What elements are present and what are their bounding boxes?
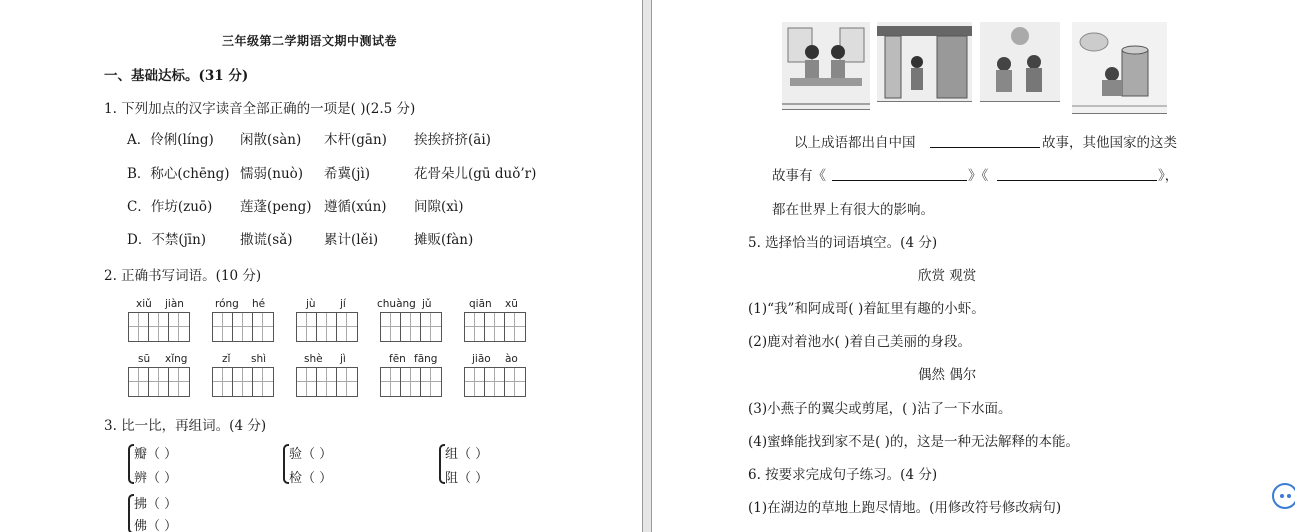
writing-grid[interactable] xyxy=(128,312,190,342)
q5-sentence-1: (1)“我”和阿成哥( )着缸里有趣的小虾。 xyxy=(748,301,985,317)
writing-grid[interactable] xyxy=(128,367,190,397)
q1-option-b-2: 懦弱(nuò) xyxy=(240,166,304,182)
right-page xyxy=(651,0,1295,532)
q1-option-d-2: 撒谎(sǎ) xyxy=(240,232,293,248)
q5-sentence-3: (3)小燕子的翼尖或剪尾，( )沾了一下水面。 xyxy=(748,401,1012,417)
compare-word: 辨（ ） xyxy=(134,471,178,486)
compare-word: 拂（ ） xyxy=(134,497,178,512)
q6-sentence-1: (1)在湖边的草地上跑尽情地。(用修改符号修改病句) xyxy=(748,500,1062,516)
q1-option-a-2: 闲散(sàn) xyxy=(240,132,302,148)
q4-line1-end: 故事，其他国家的这类 xyxy=(1042,135,1177,151)
q5-word-choices-1: 欣赏 观赏 xyxy=(918,268,977,284)
q4-line2-end: 》， xyxy=(1158,168,1179,184)
pinyin: shè xyxy=(304,353,323,365)
pinyin: xū xyxy=(505,298,518,310)
pinyin: fāng xyxy=(414,353,438,365)
illustration-tree-stump xyxy=(1072,22,1167,114)
pinyin: fēn xyxy=(389,353,406,365)
pinyin: qiān xyxy=(469,298,492,310)
q1-option-d-3: 累计(lěi) xyxy=(324,232,379,248)
pinyin: zǐ xyxy=(222,353,231,365)
q4-line2-start: 故事有《 xyxy=(772,168,826,184)
q1-option-b-4: 花骨朵儿(gū duǒ’r) xyxy=(414,166,537,182)
exam-title: 三年级第二学期语文期中测试卷 xyxy=(222,34,398,48)
pinyin: jù xyxy=(306,298,316,310)
pinyin: róng xyxy=(215,298,239,310)
q4-line2-mid: 》《 xyxy=(968,168,989,184)
question-2-stem: 2. 正确书写词语。(10 分) xyxy=(104,268,262,284)
q1-option-c-3: 遵循(xún) xyxy=(324,199,387,215)
q5-sentence-4: (4)蜜蜂能找到家不是( )的，这是一种无法解释的本能。 xyxy=(748,434,1079,450)
question-1-stem: 1. 下列加点的汉字读音全部正确的一项是( )(2.5 分) xyxy=(104,101,416,117)
compare-word: 组（ ） xyxy=(445,447,489,462)
q1-option-d-4: 摊贩(fàn) xyxy=(414,232,474,248)
pinyin: shì xyxy=(251,353,267,365)
q4-line3: 都在世界上有很大的影响。 xyxy=(772,202,934,218)
writing-grid[interactable] xyxy=(296,367,358,397)
compare-word: 检（ ） xyxy=(289,471,333,486)
compare-word: 佛（ ） xyxy=(134,519,178,532)
pinyin: xiǔ xyxy=(136,298,152,310)
compare-word: 瓣（ ） xyxy=(134,447,178,462)
writing-grid[interactable] xyxy=(296,312,358,342)
section-heading: 一、基础达标。(31 分) xyxy=(104,68,249,84)
q1-option-b-3: 希冀(jì) xyxy=(324,166,371,182)
answer-blank[interactable] xyxy=(832,180,967,181)
illustration-gate xyxy=(877,22,972,102)
pinyin: ào xyxy=(505,353,518,365)
illustration-two-boys xyxy=(782,22,870,110)
compare-word: 阻（ ） xyxy=(445,471,489,486)
writing-grid[interactable] xyxy=(212,312,274,342)
question-3-stem: 3. 比一比，再组词。(4 分) xyxy=(104,418,267,434)
pinyin: jiāo xyxy=(472,353,491,365)
pinyin: hé xyxy=(252,298,266,310)
writing-grid[interactable] xyxy=(380,367,442,397)
pinyin: jì xyxy=(340,353,346,365)
q1-option-a-3: 木杆(gān) xyxy=(324,132,387,148)
pinyin: chuàng xyxy=(377,298,416,310)
writing-grid[interactable] xyxy=(380,312,442,342)
q1-option-c-4: 间隙(xì) xyxy=(414,199,464,215)
pinyin: xǐng xyxy=(165,353,188,365)
page-gap xyxy=(643,0,651,532)
answer-blank[interactable] xyxy=(930,147,1040,148)
writing-grid[interactable] xyxy=(464,367,526,397)
chat-help-icon[interactable] xyxy=(1272,483,1295,509)
q1-option-a-4: 挨挨挤挤(āi) xyxy=(414,132,491,148)
question-6-stem: 6. 按要求完成句子练习。(4 分) xyxy=(748,467,938,483)
answer-blank[interactable] xyxy=(997,180,1157,181)
q1-option-a-1: A．伶俐(líng) xyxy=(127,132,214,148)
pinyin: sū xyxy=(138,353,151,365)
pinyin: jiàn xyxy=(165,298,184,310)
compare-word: 验（ ） xyxy=(289,447,333,462)
question-5-stem: 5. 选择恰当的词语填空。(4 分) xyxy=(748,235,938,251)
q1-option-c-2: 莲蓬(peng) xyxy=(240,199,312,215)
left-page xyxy=(0,0,643,532)
q5-sentence-2: (2)鹿对着池水( )着自己美丽的身段。 xyxy=(748,334,971,350)
q1-option-c-1: C．作坊(zuō) xyxy=(127,199,213,215)
q5-word-choices-2: 偶然 偶尔 xyxy=(918,367,977,383)
pinyin: jǔ xyxy=(422,298,432,310)
q1-option-b-1: B．称心(chēng) xyxy=(127,166,230,182)
pinyin: jí xyxy=(340,298,346,310)
illustration-two-figures xyxy=(980,22,1060,102)
writing-grid[interactable] xyxy=(212,367,274,397)
writing-grid[interactable] xyxy=(464,312,526,342)
q4-line1-start: 以上成语都出自中国 xyxy=(794,135,916,151)
q1-option-d-1: D．不禁(jīn) xyxy=(127,232,207,248)
